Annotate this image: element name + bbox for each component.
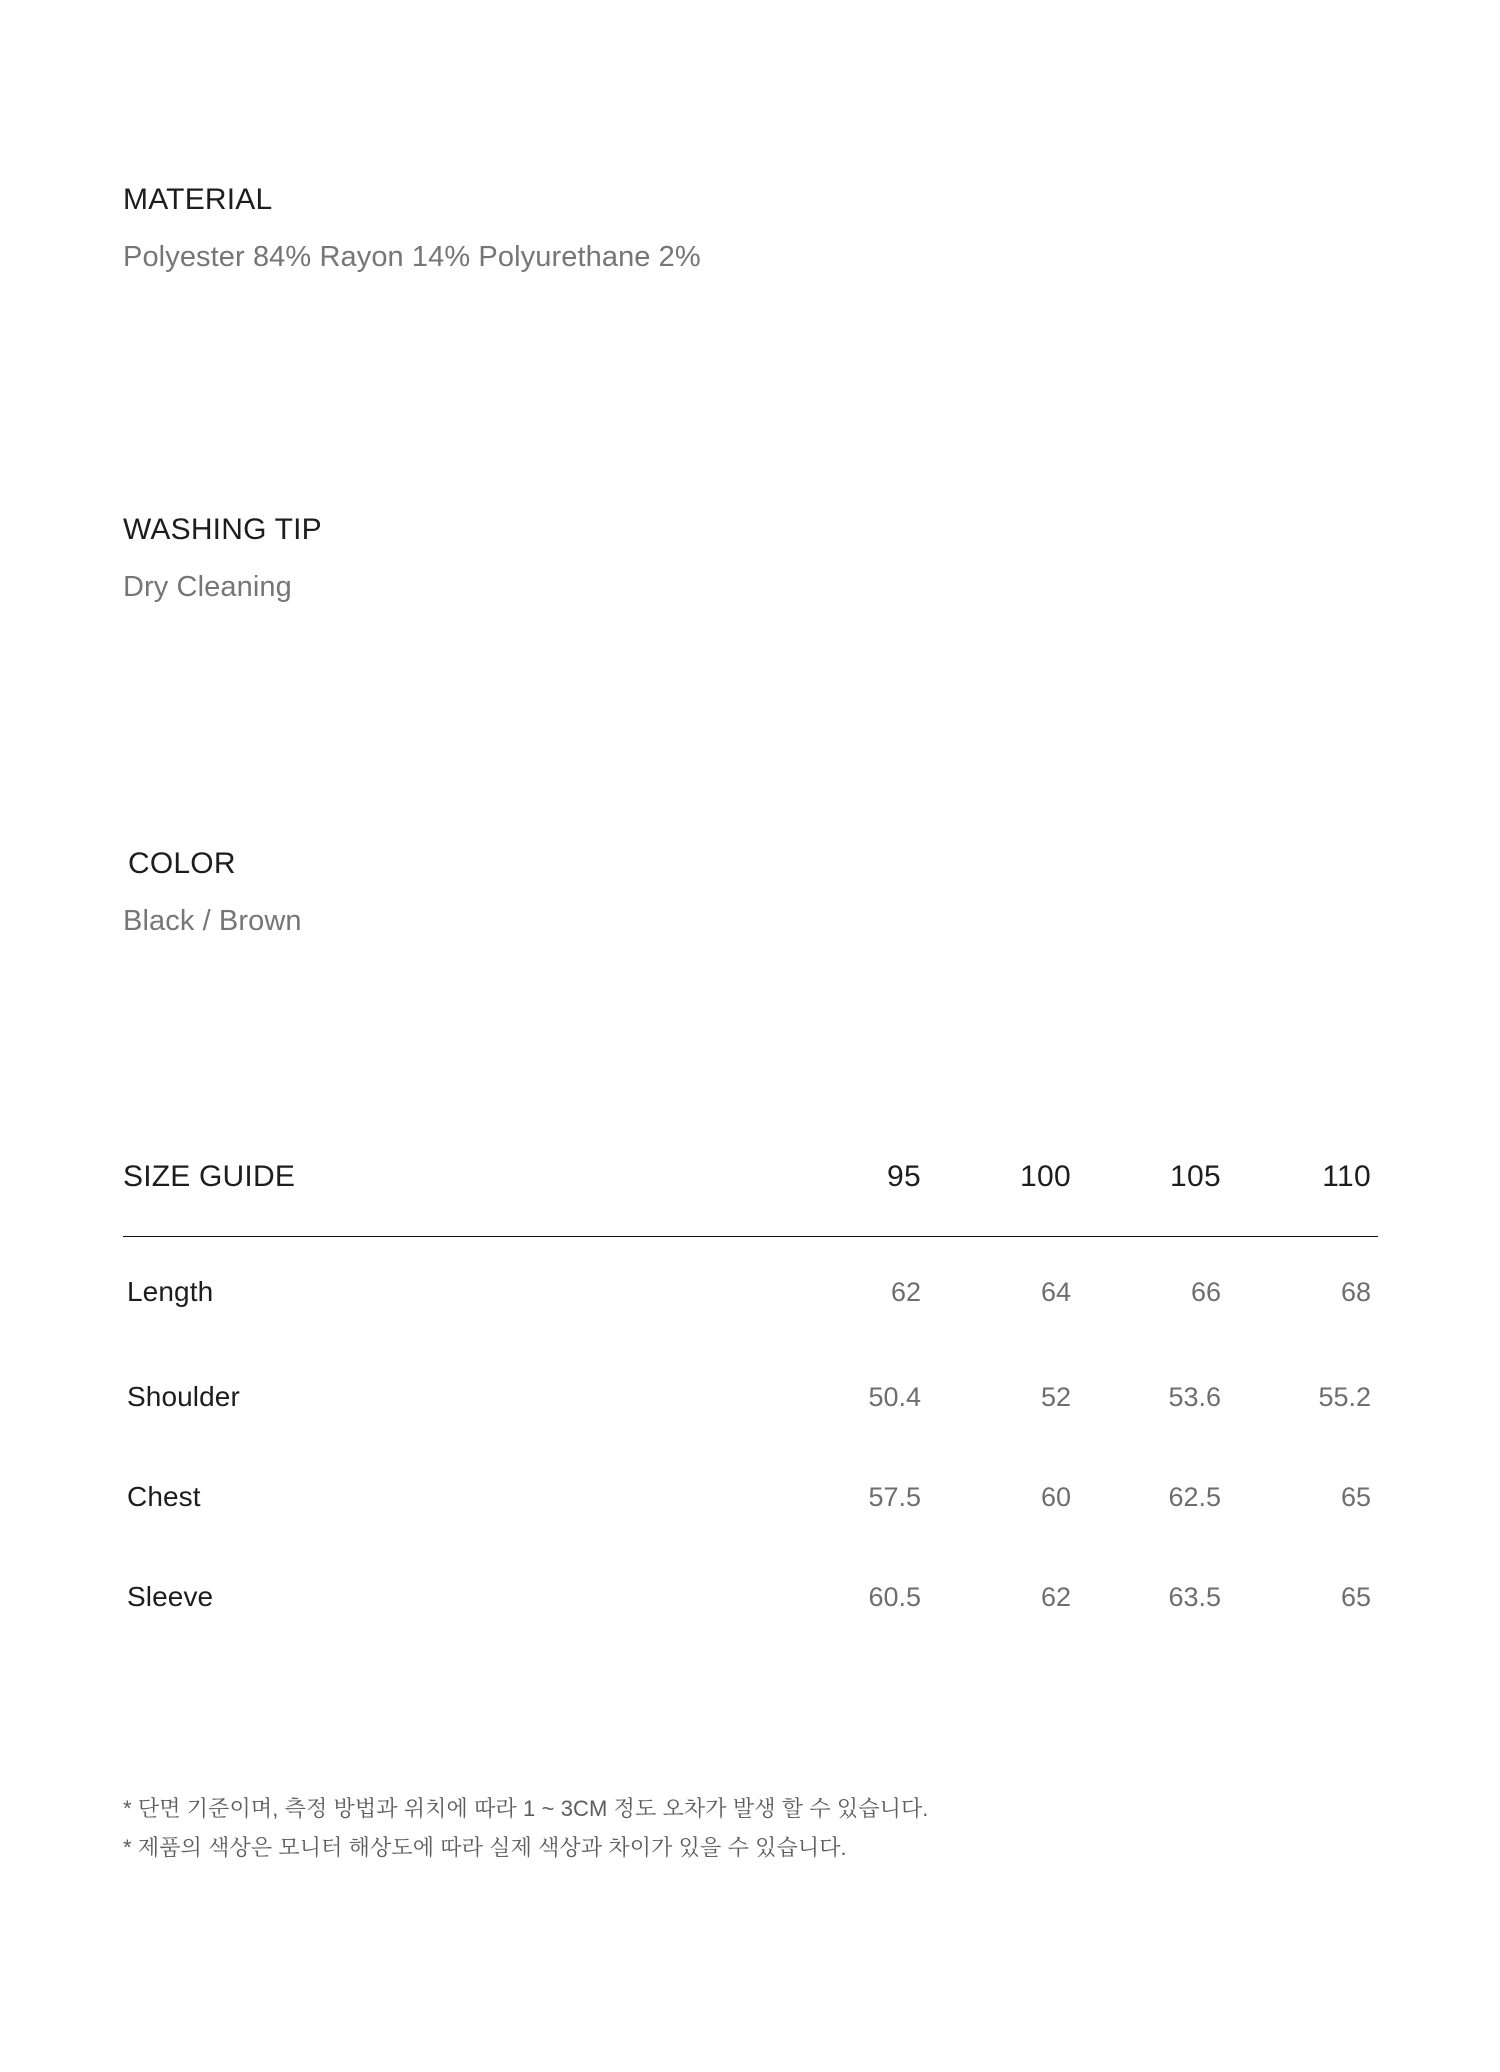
measure-value-chest-95: 57.5 bbox=[868, 1481, 921, 1512]
measure-value-sleeve-105: 63.5 bbox=[1168, 1581, 1221, 1612]
color-text: Black / Brown bbox=[123, 905, 302, 937]
size-guide-section bbox=[123, 1160, 1378, 1647]
size-guide-table bbox=[123, 1160, 1378, 1647]
measure-label-chest: Chest bbox=[127, 1481, 201, 1512]
table-row bbox=[123, 1547, 1378, 1647]
measure-label-length: Length bbox=[127, 1276, 214, 1307]
material-heading: MATERIAL bbox=[123, 183, 273, 216]
measure-value-length-105: 66 bbox=[1190, 1276, 1221, 1307]
size-guide-heading: SIZE GUIDE bbox=[123, 1160, 296, 1193]
note-measurement-tolerance: * 단면 기준이며, 측정 방법과 위치에 따라 1 ~ 3CM 정도 오차가 발생 할 수 있습니다. bbox=[123, 1796, 929, 1821]
size-guide-header-row bbox=[123, 1160, 1378, 1236]
washing-tip-text: Dry Cleaning bbox=[123, 571, 292, 603]
table-row bbox=[123, 1237, 1378, 1347]
color-heading: COLOR bbox=[128, 847, 236, 880]
measure-value-shoulder-110: 55.2 bbox=[1318, 1381, 1371, 1412]
measure-value-shoulder-100: 52 bbox=[1040, 1381, 1071, 1412]
measure-label-sleeve: Sleeve bbox=[127, 1581, 214, 1612]
disclaimer-notes bbox=[123, 1790, 1323, 1867]
measure-value-chest-110: 65 bbox=[1340, 1481, 1371, 1512]
measure-value-length-100: 64 bbox=[1040, 1276, 1071, 1307]
measure-label-shoulder: Shoulder bbox=[127, 1381, 240, 1412]
table-row bbox=[123, 1447, 1378, 1547]
measure-value-shoulder-105: 53.6 bbox=[1168, 1381, 1221, 1412]
washing-tip-heading: WASHING TIP bbox=[123, 513, 322, 546]
measure-value-length-110: 68 bbox=[1340, 1276, 1371, 1307]
size-column-header-110: 110 bbox=[1322, 1160, 1371, 1193]
washing-tip-section bbox=[123, 512, 322, 607]
material-section bbox=[123, 182, 701, 277]
note-color-difference: * 제품의 색상은 모니터 해상도에 따라 실제 색상과 차이가 있을 수 있습니다. bbox=[123, 1834, 847, 1860]
measure-value-sleeve-100: 62 bbox=[1040, 1581, 1071, 1612]
measure-value-chest-100: 60 bbox=[1040, 1481, 1071, 1512]
color-section bbox=[123, 846, 302, 941]
measure-value-sleeve-110: 65 bbox=[1340, 1581, 1371, 1612]
material-text: Polyester 84% Rayon 14% Polyurethane 2% bbox=[123, 241, 701, 273]
measure-value-chest-105: 62.5 bbox=[1168, 1481, 1221, 1512]
size-column-header-100: 100 bbox=[1020, 1160, 1071, 1193]
table-row bbox=[123, 1347, 1378, 1447]
size-column-header-105: 105 bbox=[1170, 1160, 1221, 1193]
measure-value-sleeve-95: 60.5 bbox=[868, 1581, 921, 1612]
measure-value-length-95: 62 bbox=[890, 1276, 921, 1307]
size-column-header-95: 95 bbox=[887, 1160, 921, 1193]
measure-value-shoulder-95: 50.4 bbox=[868, 1381, 921, 1412]
